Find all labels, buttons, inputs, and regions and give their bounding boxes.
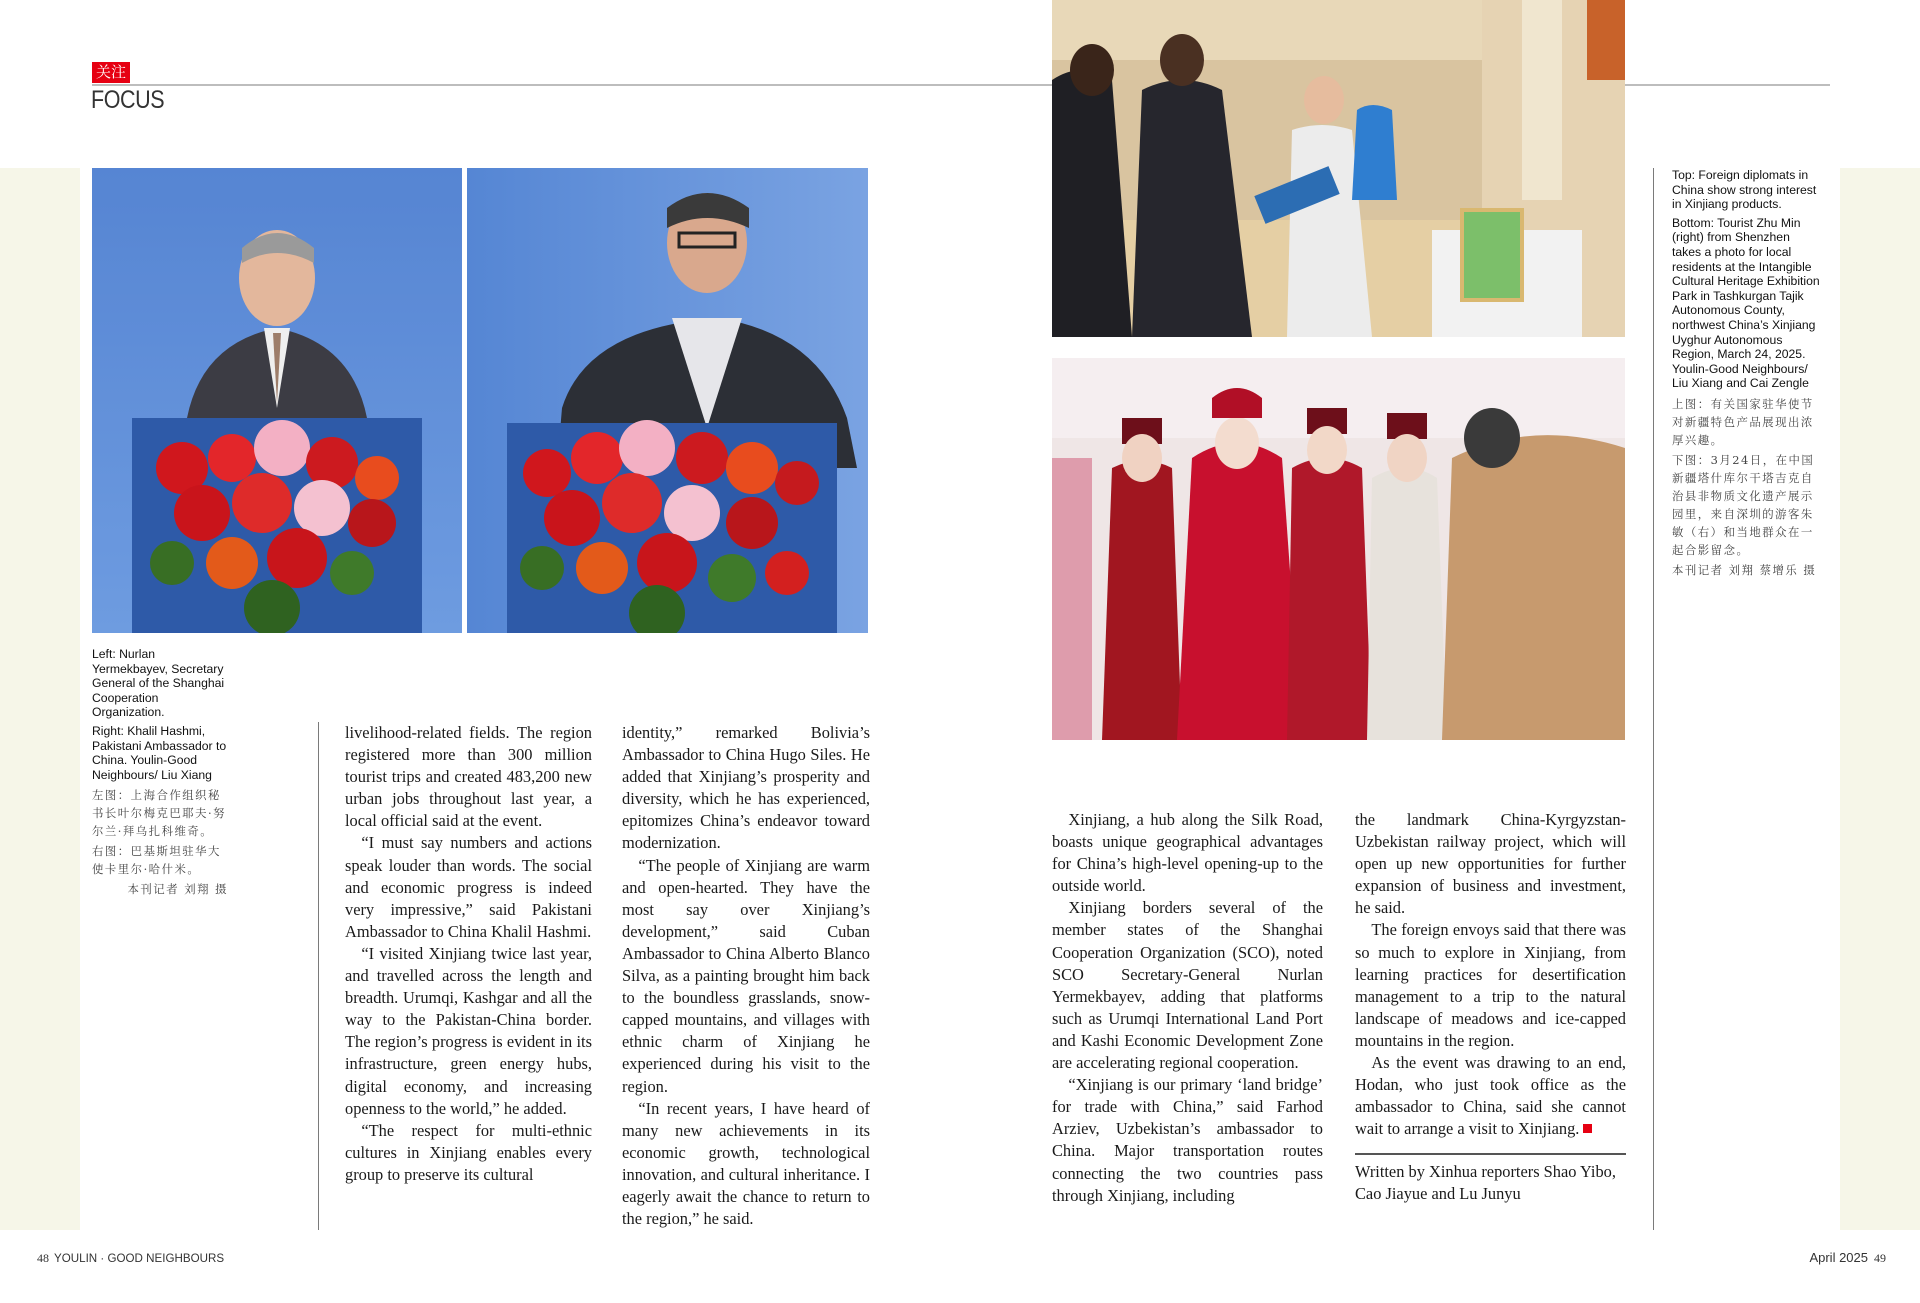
- caption-left: [92, 647, 228, 900]
- footer-right: [1809, 1250, 1886, 1266]
- caption-left-zh-line: 右图：巴基斯坦驻华大使卡里尔·哈什米。: [92, 844, 221, 877]
- column-divider-right: [1653, 168, 1654, 1230]
- article-column-2: [622, 722, 870, 1230]
- article-column-3: [1052, 809, 1323, 1207]
- caption-right-zh-line: 下图：3月24日，在中国新疆塔什库尔干塔吉克自治县非物质文化遗产展示园里，来自深圳的游客朱敏（右）和当地群众在一起合影留念。: [1672, 452, 1815, 557]
- page-number-right: 49: [1874, 1251, 1886, 1265]
- caption-left-zh-line: 左图：上海合作组织秘书长叶尔梅克巴耶夫·努尔兰·拜乌扎科维奇。: [92, 788, 227, 839]
- caption-right-en: [1672, 168, 1822, 391]
- paragraph: “In recent years, I have heard of many new achievements in its economic growth, technological innovation, and cultural inheritance. I eagerly await the chance to return to the region,” he said.: [622, 1098, 870, 1229]
- left-margin-band: [0, 168, 80, 1230]
- byline: Written by Xinhua reporters Shao Yibo, Cao Jiayue and Lu Junyu: [1355, 1161, 1616, 1203]
- caption-right-credit: 本刊记者 刘翔 蔡增乐 摄: [1672, 562, 1817, 577]
- paragraph: [1355, 1052, 1626, 1140]
- caption-left-en-line: Right: Khalil Hashmi, Pakistani Ambassador to China. Youlin-Good Neighbours/ Liu Xiang: [92, 723, 227, 782]
- section-title: FOCUS: [91, 86, 165, 114]
- paragraph: “I visited Xinjiang twice last year, and travelled across the length and breadth. Urumqi, Kashgar and all the way to the Pakistan-China border. The region’s progress is evident in its infrastructure, green energy hubs, digital economy, and increasing openness to the world,” he added.: [345, 943, 592, 1118]
- issue-date: April 2025: [1809, 1250, 1868, 1265]
- publication-name: YOULIN · GOOD NEIGHBOURS: [54, 1252, 225, 1265]
- paragraph: Xinjiang, a hub along the Silk Road, boasts unique geographical advantages for China’s high-level opening-up to the outside world.: [1052, 810, 1323, 896]
- caption-left-en-line: Left: Nurlan Yermekbayev, Secretary General of the Shanghai Cooperation Organization.: [92, 647, 225, 720]
- page-number-left: 48: [37, 1251, 49, 1265]
- caption-left-credit: 本刊记者 刘翔 摄: [127, 882, 228, 897]
- paragraph: the landmark China-Kyrgyzstan-Uzbekistan railway project, which will open up new opportunities for further expansion of business and investment, he said.: [1355, 810, 1626, 918]
- photo-bottom-right: [1052, 358, 1625, 740]
- paragraph: The foreign envoys said that there was so much to explore in Xinjiang, from learning practices for desertification management to a trip to the natural landscape of meadows and ice-capped mountains in the region.: [1355, 920, 1626, 1050]
- paragraph: “The respect for multi-ethnic cultures in Xinjiang enables every group to preserve its cultural: [345, 1120, 592, 1184]
- caption-left-zh: [92, 786, 228, 898]
- paragraph: “The people of Xinjiang are warm and open-hearted. They have the most say over Xinjiang’s development,” said Cuban Ambassador to China Alberto Blanco Silva, as a painting brought him back to the boundless grasslands, snow-capped mountains, and villages with ethnic charm of Xinjiang he experienced during his visit to the region.: [622, 855, 870, 1096]
- right-margin-band: [1840, 168, 1920, 1230]
- end-of-article-mark: [1583, 1124, 1592, 1133]
- paragraph: “I must say numbers and actions speak louder than words. The social and economic progress is indeed very impressive,” said Pakistani Ambassador to China Khalil Hashmi.: [345, 833, 592, 941]
- caption-right-en-line: Bottom: Tourist Zhu Min (right) from Shenzhen takes a photo for local residents at the Intangible Cultural Heritage Exhibition Park in Tashkurgan Tajik Autonomous County, northwest China’s Xinjiang Uyghur Autonomous Region, March 24, 2025. Youlin-Good Neighbours/ Liu Xiang and Cai Zengle: [1672, 215, 1820, 391]
- caption-right-zh: [1672, 395, 1822, 579]
- caption-right-zh-line: 上图：有关国家驻华使节对新疆特色产品展现出浓厚兴趣。: [1672, 396, 1814, 447]
- footer-left: [37, 1251, 224, 1266]
- caption-left-en: [92, 647, 228, 782]
- paragraph: livelihood-related fields. The region registered more than 300 million tourist trips and created 483,200 new urban jobs throughout last year, a local official said at the event.: [345, 723, 592, 831]
- section-tag: 关注: [92, 62, 130, 83]
- column-divider-left: [318, 722, 319, 1230]
- paragraph: “Xinjiang is our primary ‘land bridge’ for trade with China,” said Farhod Arziev, Uzbekistan’s ambassador to China. Major transportation routes connecting the two countries pass through Xinjiang, including: [1052, 1075, 1323, 1205]
- paragraph: identity,” remarked Bolivia’s Ambassador to China Hugo Siles. He added that Xinjiang’s prosperity and diversity, which he has experienced, epitomizes China’s endeavor toward modernization.: [622, 723, 870, 853]
- paragraph-text: As the event was drawing to an end, Hodan, who just took office as the ambassador to China, said she cannot wait to arrange a visit to Xinjiang.: [1355, 1053, 1626, 1139]
- photo-left-speaker: [92, 168, 462, 633]
- caption-right: [1672, 168, 1822, 581]
- article-column-4: [1355, 809, 1626, 1205]
- photo-top-right: [1052, 0, 1625, 337]
- photo-right-speaker: [467, 168, 868, 633]
- article-column-1: [345, 722, 592, 1186]
- caption-right-en-line: Top: Foreign diplomats in China show strong interest in Xinjiang products.: [1672, 168, 1817, 212]
- paragraph: Xinjiang borders several of the member states of the Shanghai Cooperation Organization (SCO), noted SCO Secretary-General Nurlan Yermekbayev, adding that platforms such as Urumqi International Land Port and Kashi Economic Development Zone are accelerating regional cooperation.: [1052, 898, 1323, 1073]
- byline-rule: [1355, 1153, 1626, 1155]
